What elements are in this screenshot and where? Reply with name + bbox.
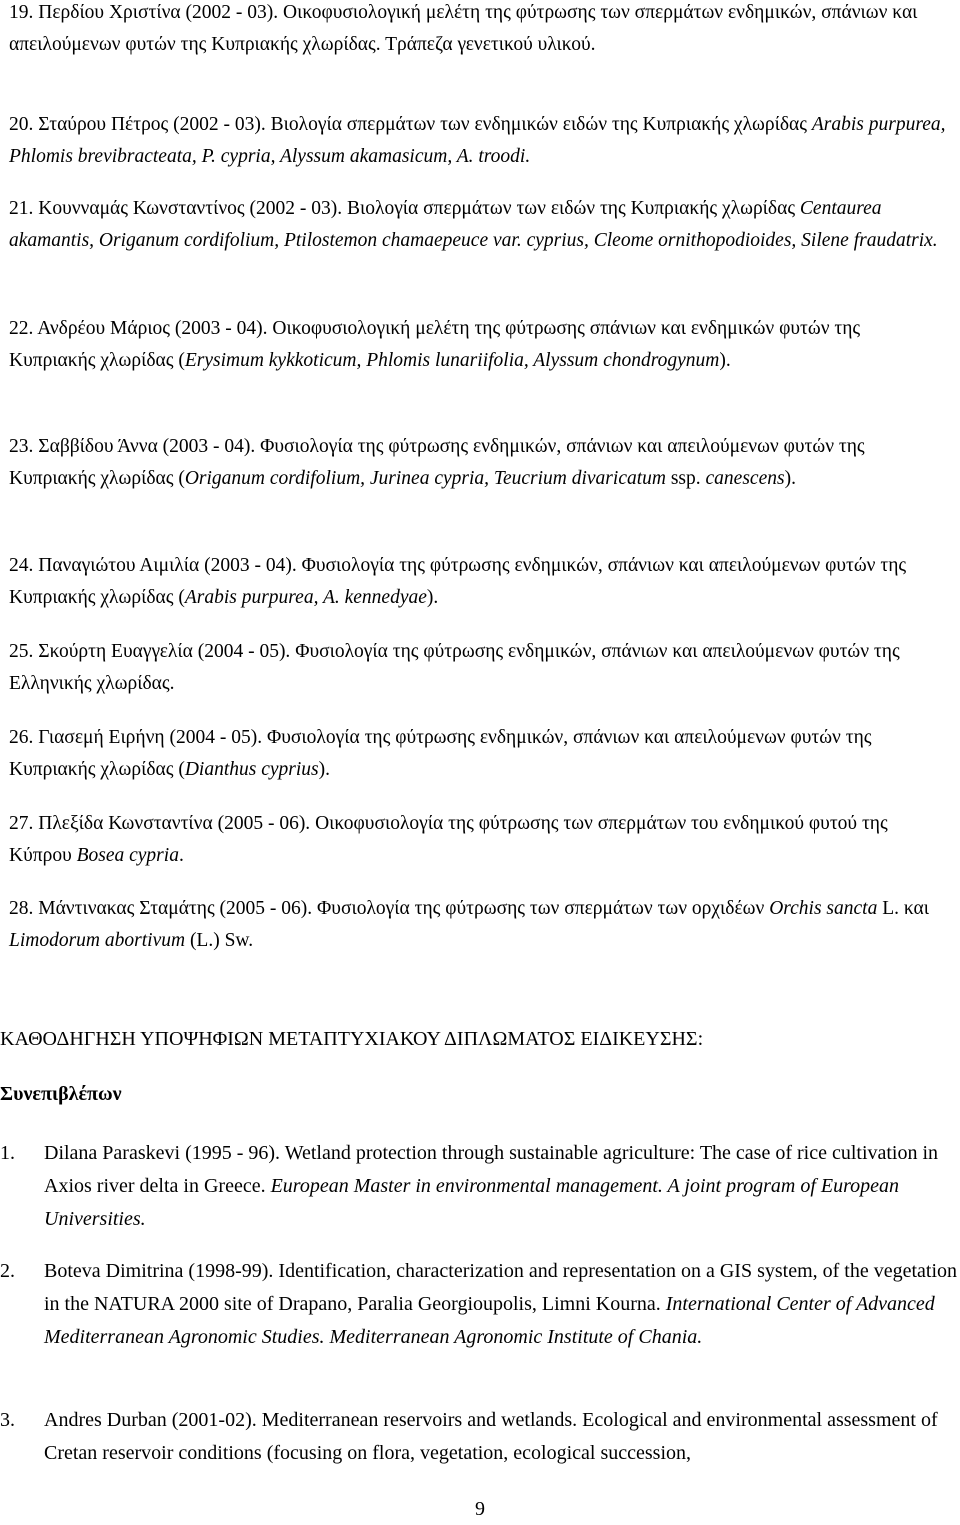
list-item [9,431,950,494]
page-number: 9 [475,1498,485,1520]
entry-number: 20. [9,114,34,135]
entry-species: Arabis purpurea, Phlomis brevibracteata, P. cypria, Alyssum akamasicum, A. troodi. [9,114,946,167]
entry-species: Erysimum kykkoticum, Phlomis lunariifolia, Alyssum chondrogynum [184,349,720,371]
list-item [9,193,950,256]
entry-number: 28. [9,898,34,919]
list-item [9,550,950,613]
list-item [9,722,950,785]
entry-author: Σαββίδου Άννα (2003 - 04). [38,436,256,457]
entry-number: 2. [0,1260,15,1282]
entry-author: Περδίου Χριστίνα (2002 - 03). [38,2,279,23]
entry-species: Origanum cordifolium, Jurinea cypria, Teucrium divaricatum [184,467,666,489]
entry-title: Βιολογία σπερμάτων των ενδημικών ειδών της Κυπριακής χλωρίδας [270,114,807,135]
entry-mid: L. και [877,898,930,919]
entry-number: 22. [9,318,34,339]
entry-author: Κουνναμάς Κωνσταντίνος (2002 - 03). [38,198,343,219]
entry-title: Φυσιολογία της φύτρωσης ενδημικών, σπάνιων και απειλούμενων φυτών της Κυπριακής χλωρίδας ( [9,555,907,608]
entry-title: Οικοφυσιολογία της φύτρωσης των σπερμάτων του ενδημικού φυτού της Κύπρου [9,813,888,866]
section-heading: ΚΑΘΟΔΗΓΗΣΗ ΥΠΟΨΗΦΙΩΝ ΜΕΤΑΠΤΥΧΙΑΚΟΥ ΔΙΠΛΩΜΑΤΟΣ ΕΙΔΙΚΕΥΣΗΣ: [0,1028,704,1050]
entry-species: Bosea cypria [76,844,179,866]
list-item [9,313,950,376]
entry-number: 26. [9,727,34,748]
entry-title: Φυσιολογία της φύτρωσης ενδημικών, σπάνιων και απειλούμενων φυτών της Ελληνικής χλωρίδας. [9,641,900,694]
list-item [0,1404,958,1470]
entry-mid: ssp. [665,467,706,489]
entry-tail: ). [318,758,330,780]
entry-number: 27. [9,813,34,834]
entry-species: Arabis purpurea, A. kennedyae [184,586,427,608]
section-subheading: Συνεπιβλέπων [0,1083,122,1105]
entry-tail: (L.) Sw. [185,929,254,951]
list-item [9,636,950,699]
entry-tail: ). [784,467,796,489]
entry-author: Πλεξίδα Κωνσταντίνα (2005 - 06). [38,813,311,834]
entry-number: 1. [0,1142,15,1164]
entry-number: 19. [9,2,34,23]
entry-author: Σταύρου Πέτρος (2002 - 03). [38,114,266,135]
entry-title: Mediterranean reservoirs and wetlands. Ecological and environmental assessment of Cretan reservoir conditions (focusing on flora, vegetation, ecological succession, [44,1409,938,1464]
entry-title: Οικοφυσιολογική μελέτη της φύτρωσης σπάνιων και ενδημικών φυτών της Κυπριακής χλωρίδας ( [9,318,861,371]
entry-tail: ). [426,586,439,608]
list-item [0,1255,958,1353]
entry-title: Φυσιολογία της φύτρωσης ενδημικών, σπάνιων και απειλούμενων φυτών της Κυπριακής χλωρίδας ( [9,436,865,489]
entry-institution: International Center of Advanced Mediterranean Agronomic Studies. Mediterranean Agronomic Institute of Chania. [44,1292,935,1348]
entry-author: Γιασεμή Ειρήνη (2004 - 05). [38,727,263,748]
entry-author: Μάντινακας Σταμάτης (2005 - 06). [38,898,313,919]
entry-title: Φυσιολογία της φύτρωσης των σπερμάτων των ορχιδέων [317,898,765,919]
entry-number: 23. [9,436,34,457]
entry-species: Centaurea akamantis, Origanum cordifolium, Ptilostemon chamaepeuce var. cyprius, Cleome ornithopodioides, Silene fraudatrix. [9,198,938,251]
entry-author: Ανδρέου Μάριος (2003 - 04). [37,318,268,339]
list-item [9,109,950,172]
entry-number: 25. [9,641,34,662]
entry-species: Orchis sancta [769,898,878,919]
list-item [9,0,950,60]
entry-tail: ). [719,349,731,371]
entry-species: Dianthus cyprius [184,758,319,780]
entry-tail: . [178,844,184,866]
entry-title: Οικοφυσιολογική μελέτη της φύτρωσης των σπερμάτων ενδημικών, σπάνιων και απειλούμενων φυτών της Κυπριακής χλωρίδας. Τράπεζα γενετικού υλικού. [9,2,918,55]
list-item [9,893,950,956]
entry-author: Σκούρτη Ευαγγελία (2004 - 05). [38,641,291,662]
entry-title: Wetland protection through sustainable agriculture: The case of rice cultivation in Axios river delta in Greece. [44,1142,939,1197]
entry-institution: European Master in environmental management. A joint program of European Universities. [44,1174,900,1230]
entry-author: Dilana Paraskevi (1995 - 96). [44,1142,281,1164]
entry-title: Identification, characterization and representation on a GIS system, of the vegetation in the NATURA 2000 site of Drapano, Paralia Georgioupolis, Limni Kourna. [44,1260,958,1315]
list-item [0,1137,958,1235]
entry-number: 3. [0,1409,15,1431]
entry-title: Βιολογία σπερμάτων των ειδών της Κυπριακής χλωρίδας [346,198,796,219]
entry-title: Φυσιολογία της φύτρωσης ενδημικών, σπάνιων και απειλούμενων φυτών της Κυπριακής χλωρίδας ( [9,727,872,780]
entry-number: 21. [9,198,34,219]
entry-author: Boteva Dimitrina (1998-99). [44,1260,274,1282]
entry-species-2: canescens [705,467,785,489]
list-item [9,808,950,871]
entry-species-2: Limodorum abortivum [9,929,186,951]
entry-author: Andres Durban (2001-02). [44,1409,257,1431]
entry-number: 24. [9,555,34,576]
entry-author: Παναγιώτου Αιμιλία (2003 - 04). [38,555,297,576]
